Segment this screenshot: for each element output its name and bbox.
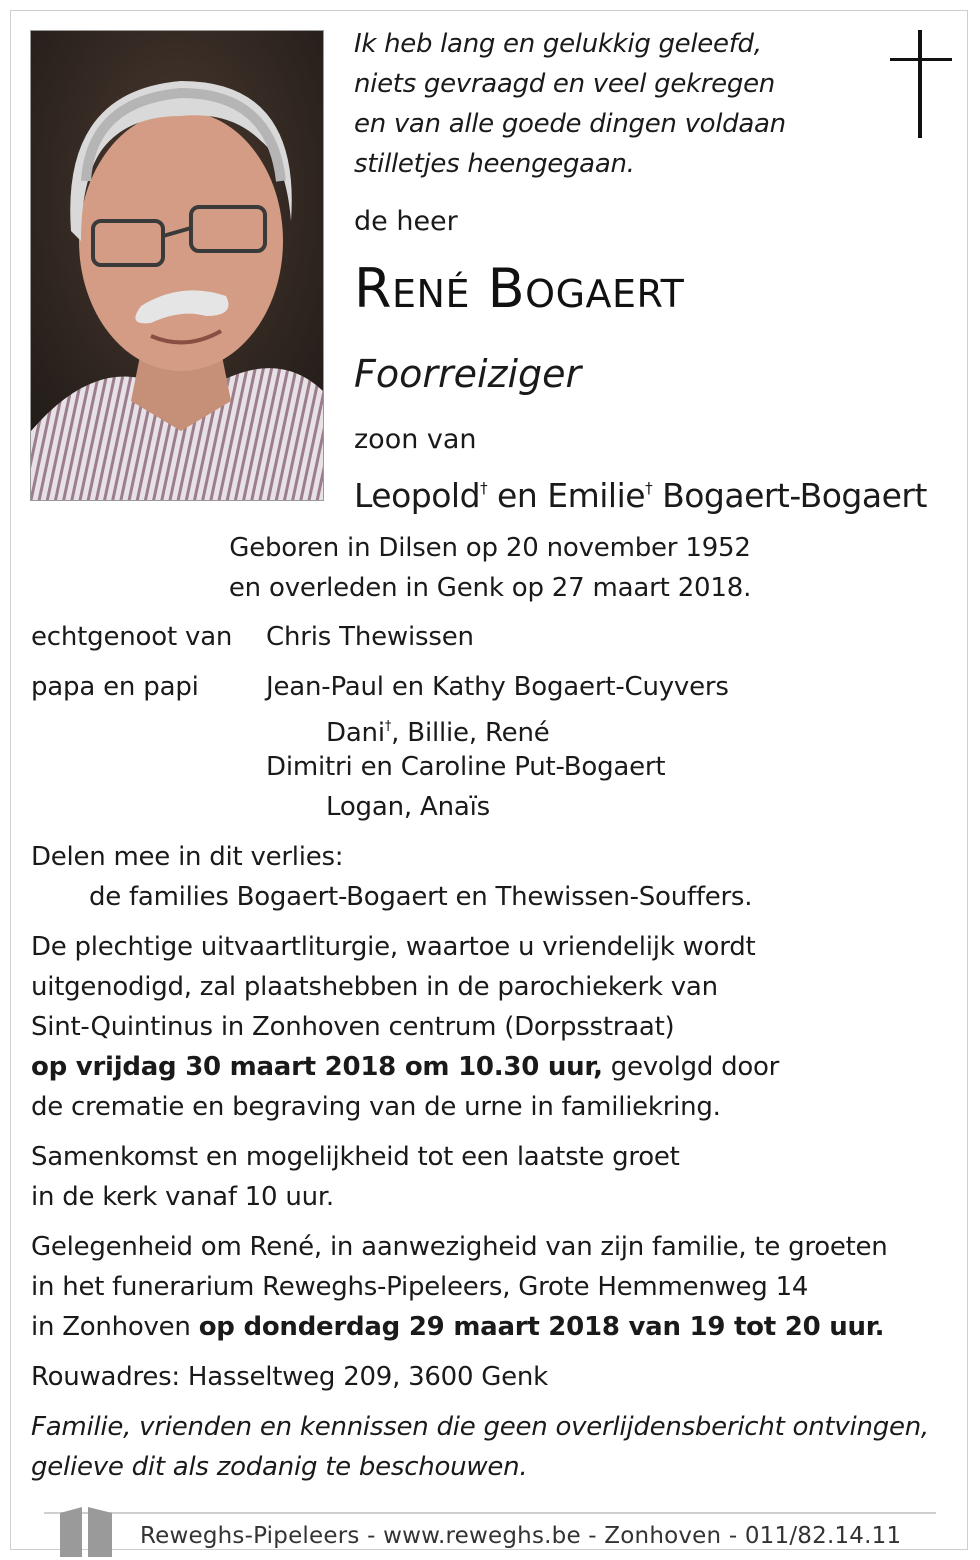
- occupation: Foorreiziger: [354, 352, 582, 396]
- parents-surname: Bogaert-Bogaert: [652, 476, 927, 515]
- dagger-icon: †: [480, 479, 488, 497]
- ceremony-line: de crematie en begraving van de urne in familiekring.: [31, 1092, 721, 1122]
- gathering-line: in de kerk vanaf 10 uur.: [31, 1182, 334, 1212]
- visitation-line: Gelegenheid om René, in aanwezigheid van zijn familie, te groeten: [31, 1232, 888, 1262]
- poem-line: en van alle goede dingen voldaan: [354, 109, 786, 139]
- ceremony-line: Sint-Quintinus in Zonhoven centrum (Dorpsstraat): [31, 1012, 675, 1042]
- footer-divider: [44, 1512, 936, 1514]
- title-prefix: de heer: [354, 206, 458, 237]
- share-line-1: Delen mee in dit verlies:: [31, 842, 344, 872]
- ceremony-date-line: [31, 1047, 961, 1087]
- birth-death-info: [0, 528, 980, 608]
- cross-icon: [890, 30, 952, 138]
- portrait-photo: [30, 30, 324, 501]
- spouse-label: echtgenoot van: [31, 622, 233, 652]
- mother-name: en Emilie: [487, 476, 646, 515]
- ceremony-line: uitgenodigd, zal plaatshebben in de parochiekerk van: [31, 972, 718, 1002]
- poem-line: stilletjes heengegaan.: [354, 149, 635, 179]
- grandchild-name: Dani: [326, 718, 385, 748]
- child-1: Jean-Paul en Kathy Bogaert-Cuyvers: [266, 672, 729, 702]
- note-block: [31, 1407, 961, 1487]
- spouse-name: Chris Thewissen: [266, 622, 474, 652]
- visitation-line: in het funerarium Reweghs-Pipeleers, Grote Hemmenweg 14: [31, 1272, 809, 1302]
- note-line: Familie, vrienden en kennissen die geen overlijdensbericht ontvingen,: [31, 1412, 929, 1442]
- birth-line: Geboren in Dilsen op 20 november 1952: [229, 533, 751, 563]
- note-line: gelieve dit als zodanig te beschouwen.: [31, 1452, 528, 1482]
- gathering-line: Samenkomst en mogelijkheid tot een laatste groet: [31, 1142, 680, 1172]
- visitation-date-line: [31, 1307, 961, 1347]
- visitation-date: op donderdag 29 maart 2018 van 19 tot 20 uur.: [198, 1312, 885, 1342]
- share-block: [31, 837, 961, 917]
- visitation-block: [31, 1227, 961, 1347]
- grandchildren-2: Logan, Anaïs: [326, 792, 490, 822]
- deceased-name: René Bogaert: [354, 257, 685, 320]
- son-of-label: zoon van: [354, 424, 477, 455]
- children-block: [31, 667, 931, 827]
- ceremony-block: [31, 927, 961, 1127]
- grandchildren-names: , Billie, René: [391, 718, 550, 748]
- poem: [354, 24, 874, 184]
- father-name: Leopold: [354, 476, 481, 515]
- spouse-row: [31, 617, 931, 657]
- death-line: en overleden in Genk op 27 maart 2018.: [228, 573, 752, 603]
- footer-contact: Reweghs-Pipeleers - www.reweghs.be - Zonhoven - 011/82.14.11: [140, 1523, 902, 1549]
- children-label: papa en papi: [31, 672, 199, 702]
- funeral-home-logo-icon: [58, 1505, 114, 1557]
- poem-line: Ik heb lang en gelukkig geleefd,: [354, 29, 762, 59]
- share-line-2: de families Bogaert-Bogaert en Thewissen-Souffers.: [89, 882, 753, 912]
- poem-line: niets gevraagd en veel gekregen: [354, 69, 775, 99]
- child-2: Dimitri en Caroline Put-Bogaert: [266, 752, 666, 782]
- ceremony-line: gevolgd door: [602, 1052, 780, 1082]
- parents-line: [354, 464, 927, 520]
- ceremony-date: op vrijdag 30 maart 2018 om 10.30 uur,: [31, 1052, 603, 1082]
- gathering-block: [31, 1137, 961, 1217]
- dagger-icon: †: [384, 719, 392, 734]
- ceremony-line: De plechtige uitvaartliturgie, waartoe u vriendelijk wordt: [31, 932, 756, 962]
- visitation-line: in Zonhoven: [31, 1312, 199, 1342]
- dagger-icon: †: [645, 479, 653, 497]
- mourning-address: Rouwadres: Hasseltweg 209, 3600 Genk: [31, 1362, 548, 1392]
